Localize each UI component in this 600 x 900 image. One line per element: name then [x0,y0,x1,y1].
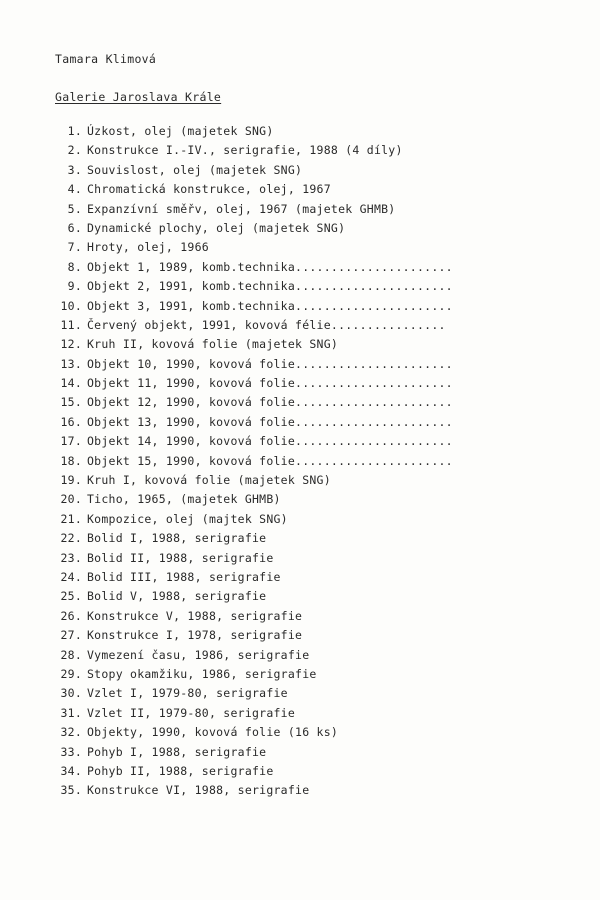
item-text: Objekt 3, 1991, komb.technika...................... [87,298,453,313]
item-number: 26. [60,608,82,623]
item-text: Objekt 1, 1989, komb.technika...................... [87,259,453,274]
item-number: 33. [60,744,82,759]
list-item [46,549,546,568]
item-text: Bolid V, 1988, serigrafie [87,589,267,604]
item-text: Souvislost, olej (majetek SNG) [87,162,303,177]
list-item [46,180,546,199]
list-item [46,316,546,335]
list-item [46,607,546,626]
list-item [46,665,546,684]
item-number: 34. [60,763,82,778]
item-number: 32. [60,725,82,740]
item-text: Stopy okamžiku, 1986, serigrafie [87,666,317,681]
item-number: 29. [60,666,82,681]
list-item [46,490,546,509]
list-item [46,704,546,723]
item-text: Konstrukce VI, 1988, serigrafie [87,783,310,798]
item-text: Pohyb II, 1988, serigrafie [87,763,274,778]
list-item [46,335,546,354]
list-item [46,646,546,665]
list-item [46,762,546,781]
list-item [46,781,546,800]
item-text: Kompozice, olej (majtek SNG) [87,511,288,526]
list-item [46,529,546,548]
item-text: Objekt 2, 1991, komb.technika...................... [87,279,453,294]
item-number: 22. [60,531,82,546]
item-text: Úzkost, olej (majetek SNG) [87,124,274,138]
item-number: 10. [60,298,82,313]
item-number: 16. [60,414,82,429]
item-text: Objekty, 1990, kovová folie (16 ks) [87,725,339,740]
item-number: 3. [67,162,82,177]
item-number: 12. [60,337,82,352]
item-number: 20. [60,492,82,507]
list-item [46,723,546,742]
item-number: 11. [60,317,82,332]
item-number: 30. [60,686,82,701]
item-number: 7. [67,240,82,255]
list-item [46,471,546,490]
item-text: Kruh I, kovová folie (majetek SNG) [87,473,331,488]
item-number: 27. [60,628,82,643]
item-number: 35. [60,783,82,798]
list-item [46,510,546,529]
list-item [46,141,546,160]
list-item [46,200,546,219]
item-text: Vzlet II, 1979-80, serigrafie [87,705,296,720]
item-number: 8. [67,259,82,274]
author-name: Tamara Klimová [55,52,157,66]
list-item [46,258,546,277]
list-item [46,452,546,471]
item-number: 21. [60,511,82,526]
item-text: Chromatická konstrukce, olej, 1967 [87,182,331,197]
item-number: 19. [60,473,82,488]
list-item [46,355,546,374]
list-item [46,374,546,393]
item-number: 23. [60,550,82,565]
list-item [46,568,546,587]
item-text: Bolid II, 1988, serigrafie [87,550,274,565]
item-text: Objekt 13, 1990, kovová folie...................... [87,414,453,429]
item-number: 18. [60,453,82,468]
item-text: Objekt 10, 1990, kovová folie...................... [87,356,453,371]
item-number: 1. [67,124,82,138]
list-item [46,297,546,316]
item-text: Bolid I, 1988, serigrafie [87,531,267,546]
item-number: 25. [60,589,82,604]
item-number: 14. [60,376,82,391]
item-text: Vymezení času, 1986, serigrafie [87,647,310,662]
item-number: 2. [67,143,82,158]
item-number: 17. [60,434,82,449]
item-text: Kruh II, kovová folie (majetek SNG) [87,337,339,352]
list-item [46,432,546,451]
list-item [46,238,546,257]
item-text: Vzlet I, 1979-80, serigrafie [87,686,288,701]
item-text: Červený objekt, 1991, kovová félie................ [87,317,446,332]
list-item [46,743,546,762]
item-text: Expanzívní směřv, olej, 1967 (majetek GHMB) [87,201,396,216]
item-text: Pohyb I, 1988, serigrafie [87,744,267,759]
list-item [46,277,546,296]
item-number: 13. [60,356,82,371]
list-item [46,393,546,412]
list-item [46,684,546,703]
list-item [46,161,546,180]
list-item [46,626,546,645]
item-number: 6. [67,220,82,235]
item-text: Objekt 12, 1990, kovová folie...................... [87,395,453,410]
item-text: Hroty, olej, 1966 [87,240,209,255]
item-text: Dynamické plochy, olej (majetek SNG) [87,220,346,235]
item-number: 5. [67,201,82,216]
artwork-list [46,122,546,801]
item-text: Ticho, 1965, (majetek GHMB) [87,492,281,507]
item-text: Objekt 11, 1990, kovová folie...................... [87,376,453,391]
list-item [46,122,546,141]
item-number: 24. [60,569,82,584]
item-text: Objekt 14, 1990, kovová folie...................... [87,434,453,449]
item-text: Konstrukce I.-IV., serigrafie, 1988 (4 díly) [87,143,403,158]
item-number: 9. [67,279,82,294]
item-number: 31. [60,705,82,720]
item-number: 15. [60,395,82,410]
item-text: Konstrukce I, 1978, serigrafie [87,628,303,643]
list-item [46,219,546,238]
item-text: Objekt 15, 1990, kovová folie...................... [87,453,453,468]
item-number: 28. [60,647,82,662]
item-number: 4. [67,182,82,197]
item-text: Konstrukce V, 1988, serigrafie [87,608,303,623]
list-item [46,413,546,432]
gallery-heading: Galerie Jaroslava Krále [55,90,222,104]
list-item [46,587,546,606]
item-text: Bolid III, 1988, serigrafie [87,569,281,584]
